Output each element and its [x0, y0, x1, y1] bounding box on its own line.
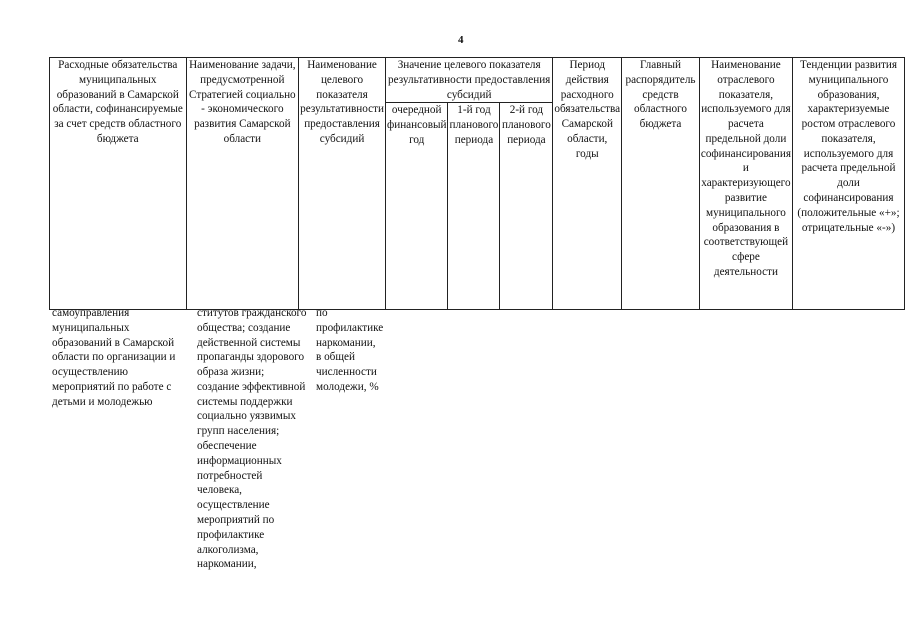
- page-number: 4: [458, 34, 464, 46]
- subsidy-table: [49, 57, 905, 310]
- header-main-manager: Главный распорядитель средств областного бюджета: [622, 58, 700, 310]
- header-planning-year-1: 1-й год планового периода: [448, 103, 500, 310]
- header-task-name: Наименование задачи, предусмотренной Стратегией социально - экономического развития Самарской области: [186, 58, 299, 310]
- header-target-indicator: Наименование целевого показателя результативности предоставления субсидий: [299, 58, 386, 310]
- continuation-task-text: ститутов гражданского общества; создание действенной системы пропаганды здорового образа жизни; создание эффективной системы поддержки социально уязвимых групп населения; обеспечение информационных потребностей человека, осуществление мероприятий по профилактике алкоголизма, наркомании,: [197, 307, 307, 571]
- header-indicator-value-group: Значение целевого показателя результативности предоставления субсидий: [385, 58, 552, 103]
- header-period: Период действия расходного обязательства Самарской области, годы: [553, 58, 622, 310]
- header-expenditure-obligations: Расходные обязательства муниципальных образований в Самарской области, софинансируемые за счет средств областного бюджета: [50, 58, 187, 310]
- continuation-expenditure-text: самоуправления муниципальных образований в Самарской области по организации и осуществлению мероприятий по работе с детьми и молодежью: [52, 307, 176, 408]
- header-next-fiscal-year: очередной финансовый год: [385, 103, 448, 310]
- continuation-indicator-text: по профилактике наркомании, в общей численности молодежи, %: [316, 307, 384, 393]
- header-planning-year-2: 2-й год планового периода: [500, 103, 553, 310]
- header-trends: Тенденции развития муниципального образования, характеризуемые ростом отраслевого показателя, используемого для расчета предельной доли софинансирования (положительные «+»; отрицательные «-»): [792, 58, 904, 310]
- header-sector-indicator: Наименование отраслевого показателя, используемого для расчета предельной доли софинансирования и характеризующего развитие муниципального образования в соответствующей сфере деятельности: [699, 58, 792, 310]
